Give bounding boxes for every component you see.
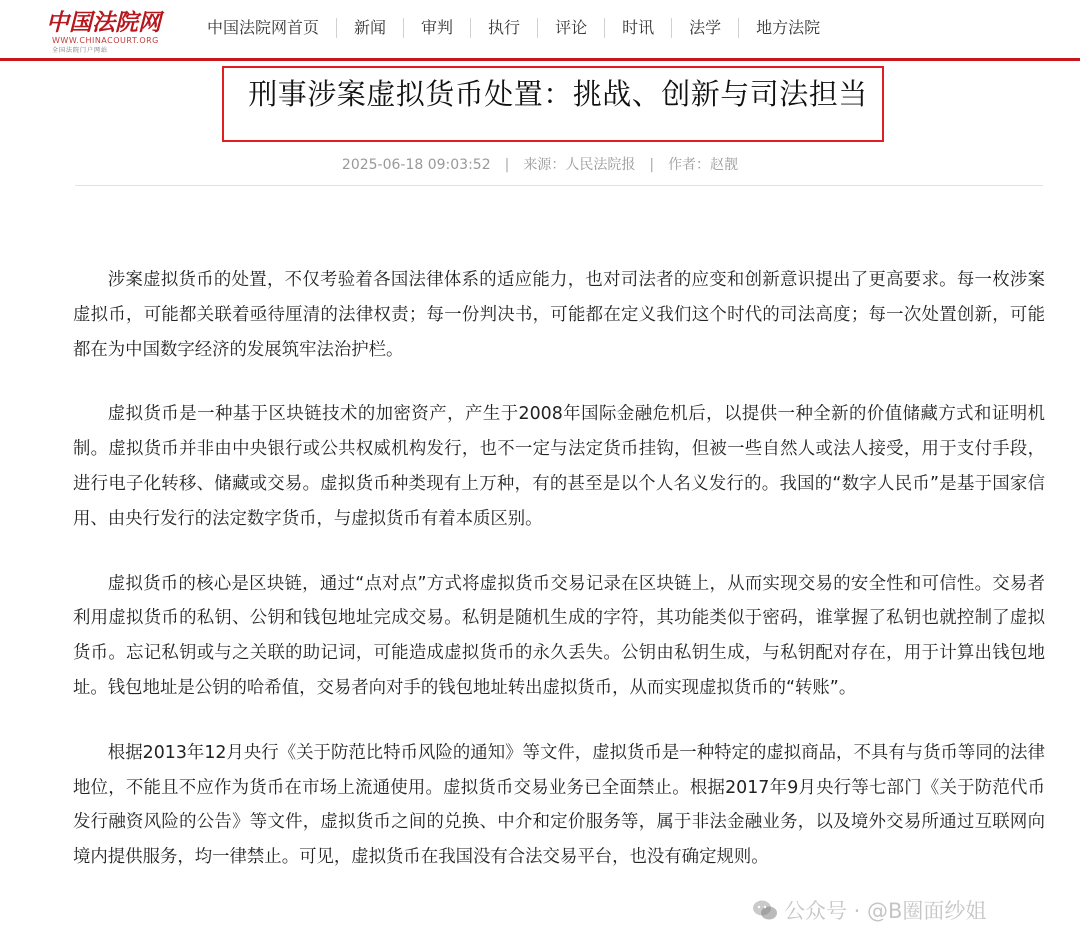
article-body xyxy=(73,263,1045,905)
meta-separator: | xyxy=(649,157,655,173)
article-meta xyxy=(0,154,1080,174)
wechat-icon xyxy=(752,899,778,921)
logo-subtitle: 全国法院门户网站 xyxy=(52,47,109,54)
nav-item-commentary[interactable]: 评论 xyxy=(537,18,604,38)
article-paragraph: 根据2013年12月央行《关于防范比特币风险的通知》等文件，虚拟货币是一种特定的虚拟商品，不具有与货币等同的法律地位，不能且不应作为货币在市场上流通使用。虚拟货币交易业务已全面禁止。根据2017年9月央行等七部门《关于防范代币发行融资风险的公告》等文件，虚拟货币之间的兑换、中介和定价服务等，属于非法金融业务，以及境外交易所通过互联网向境内提供服务，均一律禁止。可见，虚拟货币在我国没有合法交易平台，也没有确定规则。 xyxy=(73,742,1045,868)
nav-item-news[interactable]: 新闻 xyxy=(336,18,403,38)
article-source: 来源：人民法院报 xyxy=(523,157,636,173)
article-datetime: 2025-06-18 09:03:52 xyxy=(341,157,491,173)
site-logo[interactable] xyxy=(44,4,164,52)
meta-divider xyxy=(75,185,1043,186)
meta-separator: | xyxy=(504,157,510,173)
nav-item-home[interactable]: 中国法院网首页 xyxy=(207,18,320,37)
watermark xyxy=(752,892,1062,928)
nav-item-execution[interactable]: 执行 xyxy=(470,18,537,38)
logo-url: WWW.CHINACOURT.ORG xyxy=(52,36,159,45)
nav-item-jurisprudence[interactable]: 法学 xyxy=(671,18,738,38)
site-header xyxy=(0,0,1080,58)
nav-item-bulletin[interactable]: 时讯 xyxy=(604,18,671,38)
main-nav xyxy=(190,14,837,42)
article-paragraph: 虚拟货币的核心是区块链，通过“点对点”方式将虚拟货币交易记录在区块链上，从而实现交易的安全性和可信性。交易者利用虚拟货币的私钥、公钥和钱包地址完成交易。私钥是随机生成的字符，其功能类似于密码，谁掌握了私钥也就控制了虚拟货币。忘记私钥或与之关联的助记词，可能造成虚拟货币的永久丢失。公钥由私钥生成，与私钥配对存在，用于计算出钱包地址。钱包地址是公钥的哈希值，交易者向对手的钱包地址转出虚拟货币，从而实现虚拟货币的“转账”。 xyxy=(73,573,1045,698)
article-paragraph: 虚拟货币是一种基于区块链技术的加密资产，产生于2008年国际金融危机后，以提供一种全新的价值储藏方式和证明机制。虚拟货币并非由中央银行或公共权威机构发行，也不一定与法定货币挂钩，但被一些自然人或法人接受，用于支付手段，进行电子化转移、储藏或交易。虚拟货币种类现有上万种，有的甚至是以个人名义发行的。我国的“数字人民币”是基于国家信用、由央行发行的法定数字货币，与虚拟货币有着本质区别。 xyxy=(73,404,1045,529)
nav-item-local-courts[interactable]: 地方法院 xyxy=(738,18,837,38)
article-author: 作者：赵靓 xyxy=(668,157,739,173)
watermark-text: 公众号 · @B圈面纱姐 xyxy=(784,899,987,923)
article-title: 刑事涉案虚拟货币处置：挑战、创新与司法担当 xyxy=(248,77,868,111)
header-red-rule xyxy=(0,58,1080,61)
logo-text: 中国法院网 xyxy=(46,9,161,36)
article-paragraph: 涉案虚拟货币的处置，不仅考验着各国法律体系的适应能力，也对司法者的应变和创新意识提出了更高要求。每一枚涉案虚拟币，可能都关联着亟待厘清的法律权责；每一份判决书，可能都在定义我们这个时代的司法高度；每一次处置创新，可能都在为中国数字经济的发展筑牢法治护栏。 xyxy=(73,270,1045,360)
nav-item-trial[interactable]: 审判 xyxy=(403,18,470,38)
